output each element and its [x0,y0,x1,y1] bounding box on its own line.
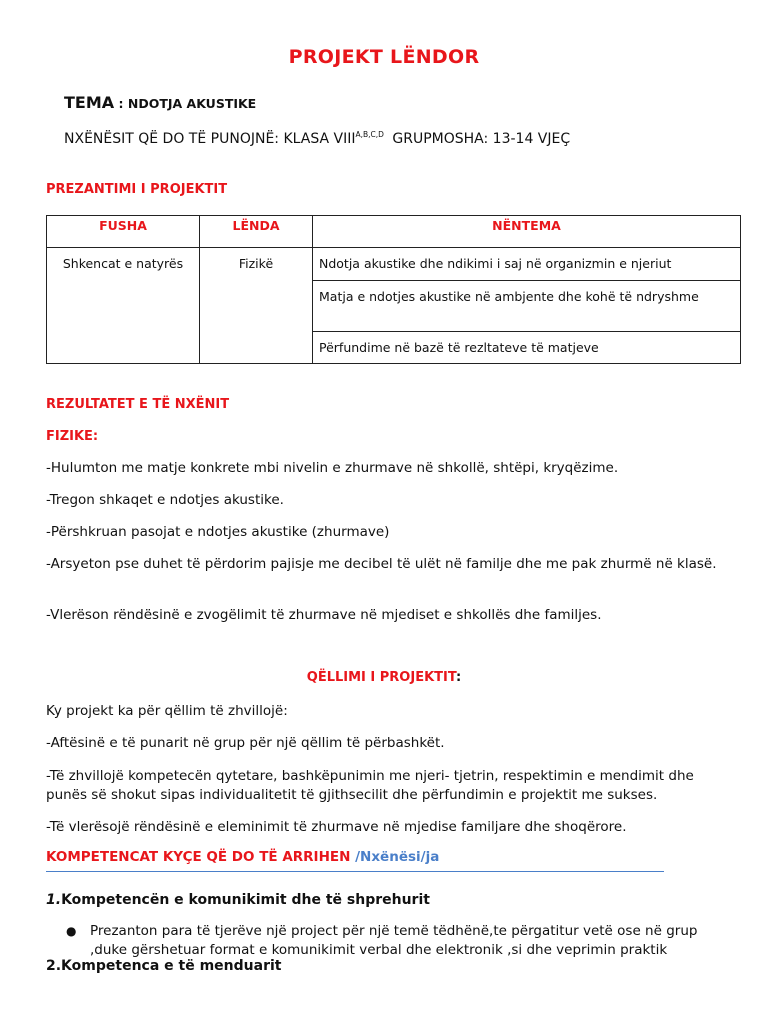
students-class-sections: A,B,C,D [355,130,384,139]
rezultat-item-5: -Vlerëson rëndësinë e zvogëlimit të zhurmave në mjediset e shkollës dhe familjes. [46,607,602,623]
cell-nentema-3: Përfundime në bazë të rezltateve të matjeve [313,332,741,364]
students-class: NXËNËSIT QË DO TË PUNOJNË: KLASA VIII [64,131,356,147]
cell-lenda: Fizikë [200,248,313,364]
qellimi-intro: Ky projekt ka për qëllim të zhvillojë: [46,703,288,719]
tema-label: TEMA [64,93,115,112]
qellimi-item-1: -Aftësinë e të punarit në grup për një qëllim të përbashkët. [46,735,445,751]
header-nentema: NËNTEMA [313,216,741,248]
table-row [47,248,741,281]
table-header-row [47,216,741,248]
prezantimi-heading: PREZANTIMI I PROJEKTIT [46,182,228,197]
header-fusha: FUSHA [47,216,200,248]
qellimi-heading-line [0,670,768,685]
fizike-subheading: FIZIKE: [46,429,99,444]
kompetencat-heading-suffix: /Nxënësi/ja [355,849,440,865]
cell-nentema-2: Matja e ndotjes akustike në ambjente dhe kohë të ndryshme [313,281,741,332]
qellimi-item-3: -Të vlerësojë rëndësinë e eleminimit të zhurmave në mjedise familjare dhe shoqërore. [46,819,627,835]
qellimi-heading: QËLLIMI I PROJEKTIT [306,670,457,685]
kompetenca-1-heading [46,892,430,908]
kompetenca-2-heading: 2.Kompetenca e të menduarit [46,958,282,974]
tema-separator: : [114,96,128,111]
page-title: PROJEKT LËNDOR [288,46,480,68]
kompetencat-heading: KOMPETENCAT KYÇE QË DO TË ARRIHEN [46,849,351,865]
rezultat-item-4: -Arsyeton pse duhet të përdorim pajisje me decibel të ulët në familje dhe me pak zhurmë në klasë. [46,556,717,572]
kompetenca-1-bullet: Prezanton para të tjerëve një project për një temë tëdhënë,te përgatitur vetë ose në grup ,duke gërshetuar format e komunikimit verbal dhe elektronik ,si dhe veprimin praktik [90,923,698,958]
heading-rule [46,871,664,872]
students-line [64,130,570,147]
cell-fusha: Shkencat e natyrës [47,248,200,364]
qellimi-item-2: -Të zhvillojë kompetecën qytetare, bashkëpunimin me njeri- tjetrin, respektimin e mendimit dhe punës së shokut sipas individualitetit të gjithsecilit dhe përfundimin e projektit me sukses. [46,768,694,803]
tema-value: NDOTJA AKUSTIKE [127,96,257,111]
bullet-icon: ● [66,924,77,938]
tema-line [64,93,256,112]
rezultat-item-2: -Tregon shkaqet e ndotjes akustike. [46,492,284,508]
rezultatet-heading: REZULTATET E TË NXËNIT [46,397,230,412]
header-lenda: LËNDA [200,216,313,248]
cell-nentema-1: Ndotja akustike dhe ndikimi i saj në organizmin e njeriut [313,248,741,281]
kompetencat-heading-line [46,849,439,865]
kompetenca-1-title: Kompetencën e komunikimit dhe të shprehurit [61,892,430,908]
rezultat-item-1: -Hulumton me matje konkrete mbi nivelin e zhurmave në shkollë, shtëpi, kryqëzime. [46,460,619,476]
students-age: GRUPMOSHA: 13-14 VJEÇ [392,131,571,147]
kompetenca-1-number: 1. [46,892,62,908]
rezultat-item-3: -Përshkruan pasojat e ndotjes akustike (zhurmave) [46,524,390,540]
qellimi-colon: : [456,670,462,685]
project-table [46,215,741,364]
